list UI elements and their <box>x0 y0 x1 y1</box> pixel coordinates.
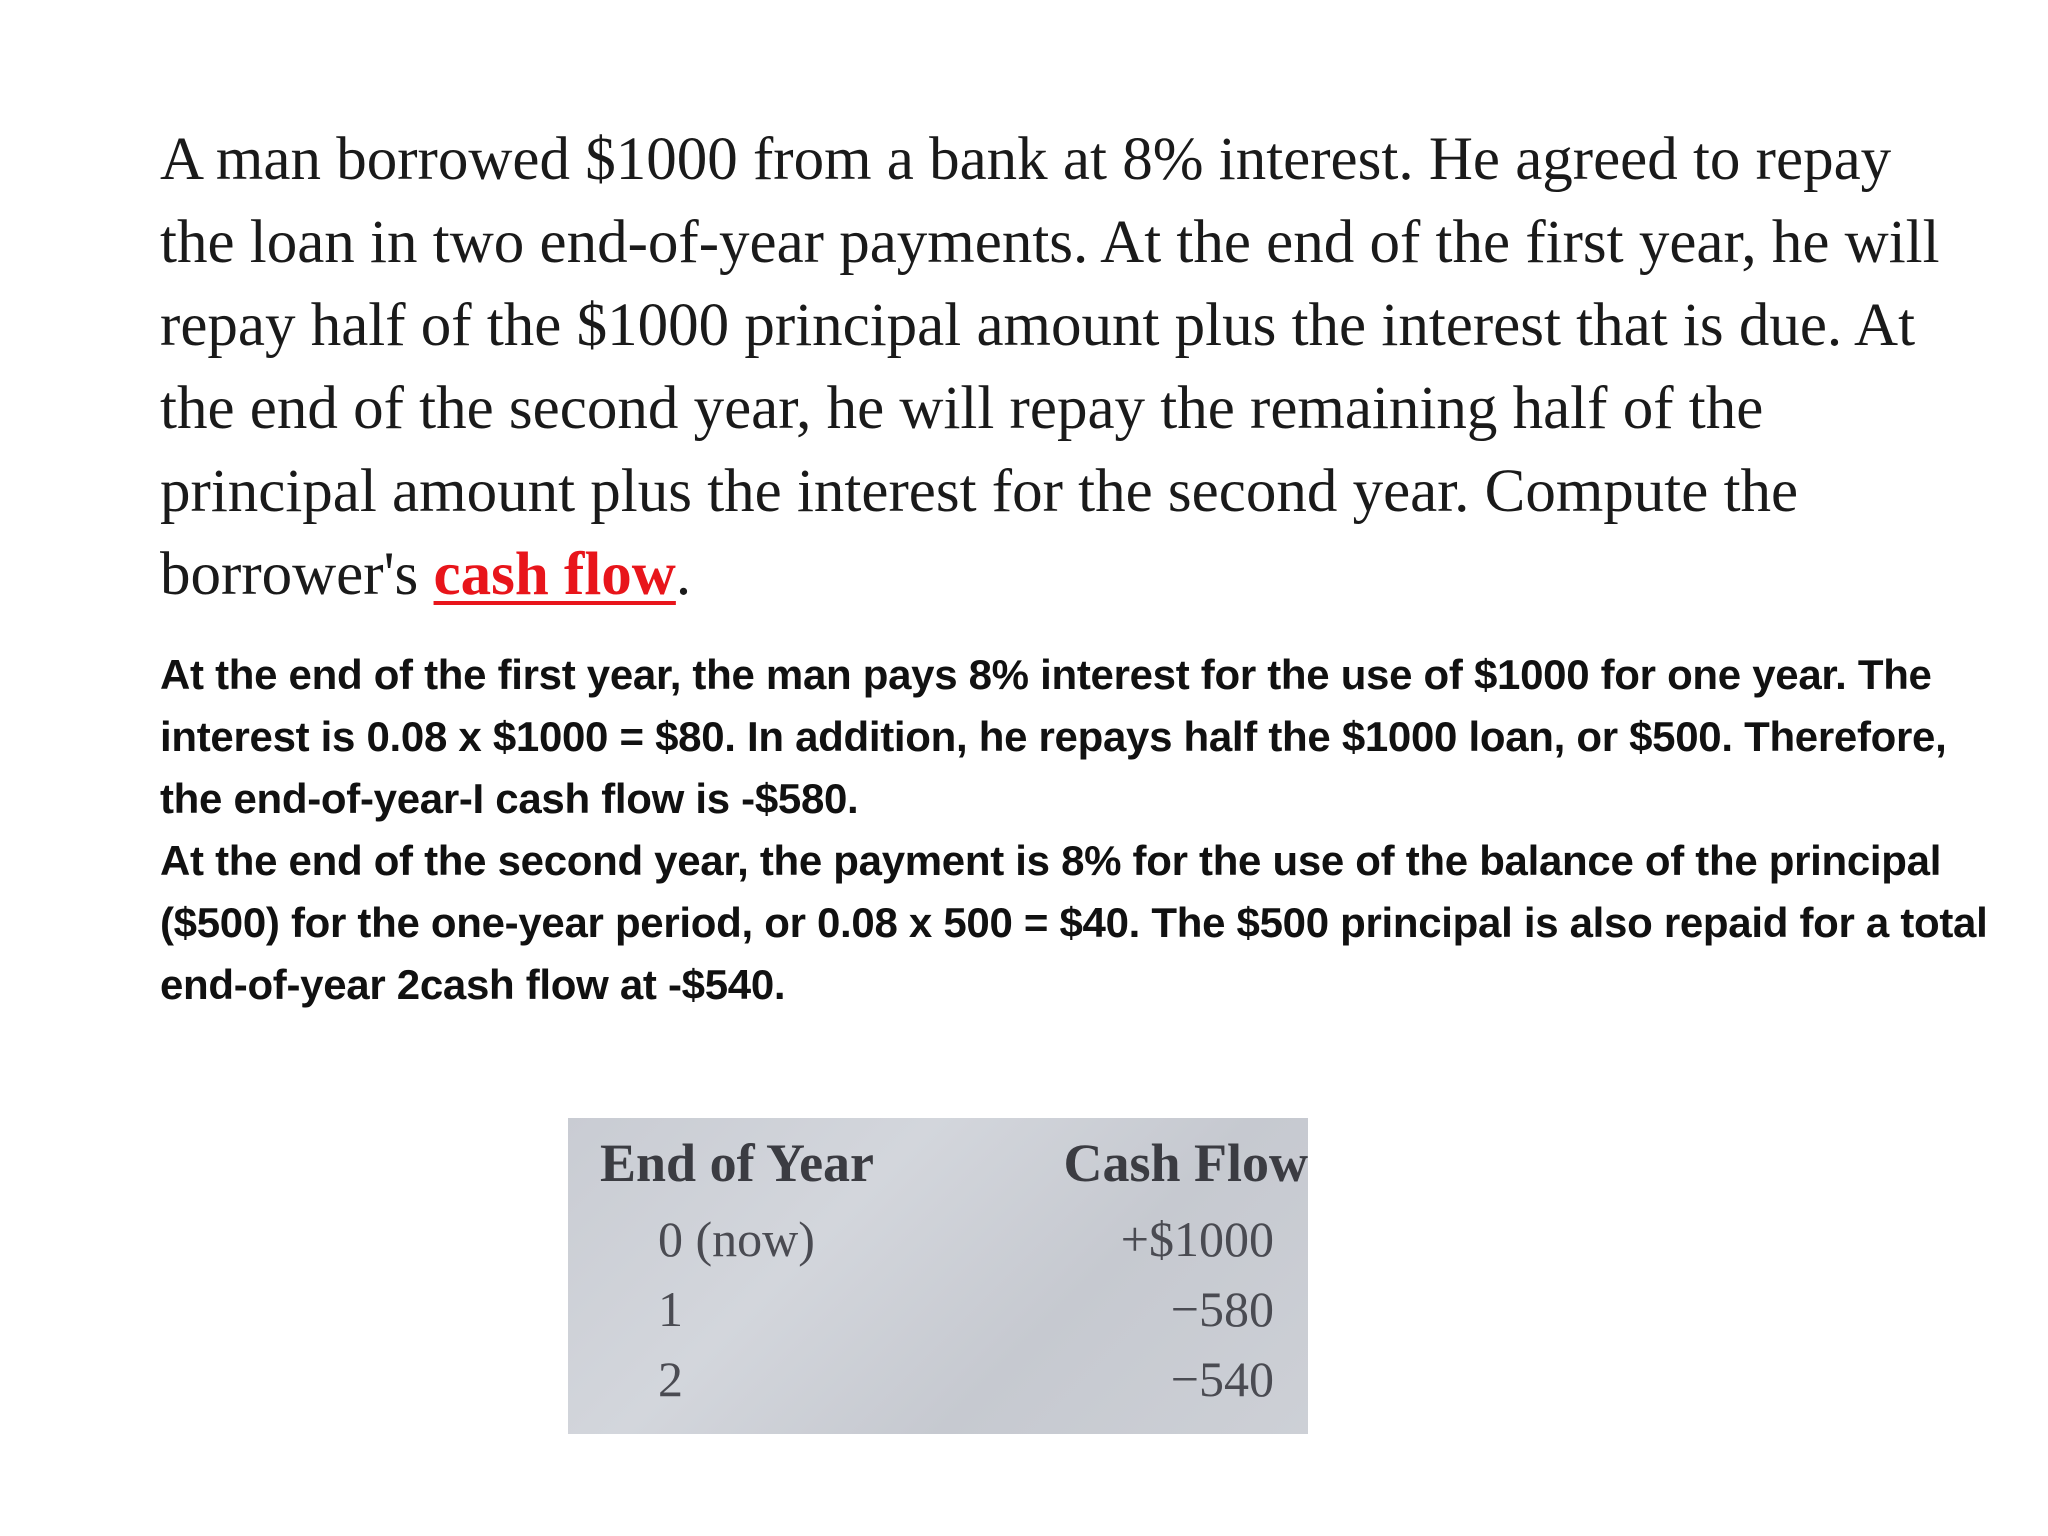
problem-text: A man borrowed $1000 from a bank at 8% interest. He agreed to repay the loan in two end-of-year payments. At the end of the first year, he will repay half of the $1000 principal amount plus the interest that is due. At the end of the second year, he will repay the remaining half of the principal amount plus the interest for the second year. Compute the borrower's <box>160 126 1940 608</box>
table-row-year: 1 <box>658 1281 683 1337</box>
cash-flow-highlight: cash flow <box>433 541 676 608</box>
table-row-flow: +$1000 <box>1120 1211 1274 1267</box>
header-cash-flow: Cash Flow <box>1063 1133 1308 1193</box>
solution-paragraph-1: At the end of the first year, the man pays 8% interest for the use of $1000 for one year. The interest is 0.08 x $1000 = $80. In addition, he repays half the $1000 loan, or $500. Therefore, the end-of-year-I cash flow is -$580. <box>160 651 1947 822</box>
header-end-of-year: End of Year <box>600 1133 875 1193</box>
table-row-flow: −540 <box>1170 1351 1274 1407</box>
problem-end: . <box>675 541 692 608</box>
table-row-flow: −580 <box>1170 1281 1274 1337</box>
solution-paragraph-2: At the end of the second year, the payment is 8% for the use of the balance of the principal ($500) for the one-year period, or 0.08 x 500 = $40. The $500 principal is also repaid for a total end-of-year 2cash flow at -$540. <box>160 837 1988 1008</box>
table-row-year: 2 <box>658 1351 683 1407</box>
cash-flow-table <box>568 1118 1308 1434</box>
solution-text <box>160 644 2000 1016</box>
table-row-year: 0 (now) <box>658 1211 815 1267</box>
problem-statement <box>160 118 1960 616</box>
